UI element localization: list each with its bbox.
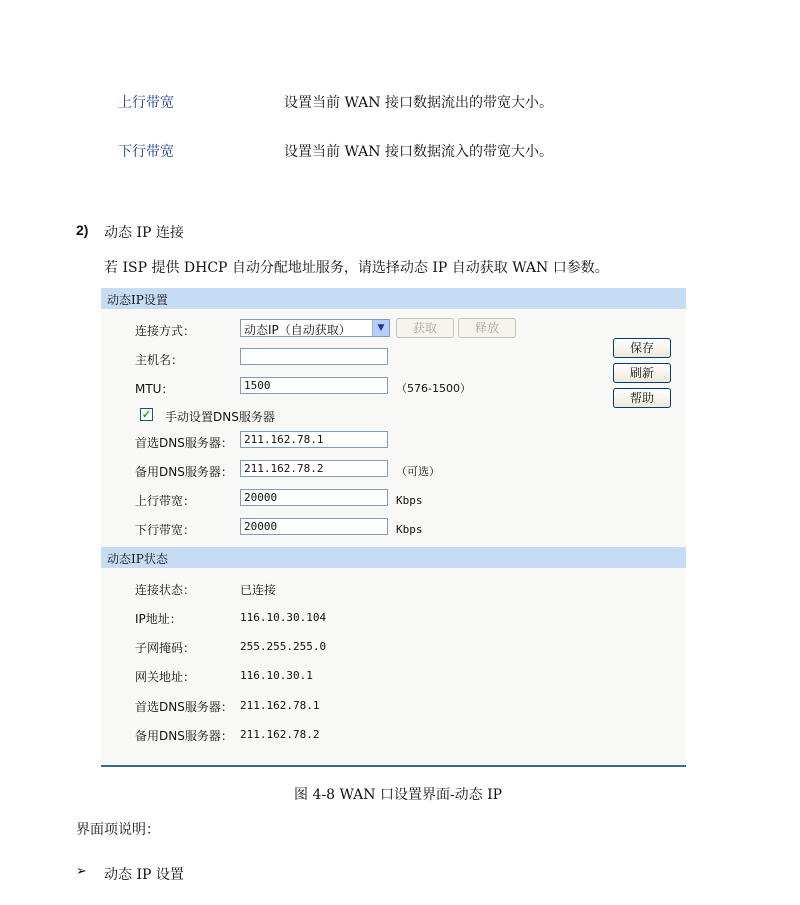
status-section-bar [101, 547, 686, 568]
upstream-unit: Kbps [396, 494, 423, 507]
status-value: 211.162.78.2 [240, 728, 320, 741]
mtu-value: 1500 [244, 379, 271, 392]
desc-downstream: 设置当前 WAN 接口数据流入的带宽大小。 [284, 144, 553, 160]
heading-number: 2) [76, 222, 89, 238]
status-label: 子网掩码： [135, 641, 196, 655]
secondary-dns-hint: （可选） [396, 465, 440, 478]
status-label: IP地址： [135, 612, 182, 626]
bullet-icon: ➢ [76, 864, 87, 879]
refresh-button[interactable]: 刷新 [613, 363, 671, 383]
status-value: 255.255.255.0 [240, 640, 327, 653]
hostname-input[interactable] [240, 348, 388, 365]
term-upstream: 上行带宽 [118, 95, 174, 111]
status-value: 116.10.30.1 [240, 669, 313, 682]
primary-dns-value: 211.162.78.1 [244, 433, 324, 446]
notes-label: 界面项说明： [76, 822, 160, 838]
status-label: 备用DNS服务器： [135, 729, 233, 743]
upstream-input[interactable] [240, 489, 388, 506]
heading-title: 动态 IP 连接 [104, 225, 184, 241]
status-label: 连接状态： [135, 583, 196, 597]
status-section-title: 动态IP状态 [107, 552, 168, 566]
chevron-down-icon[interactable]: ▼ [372, 320, 389, 336]
settings-section-title: 动态IP设置 [107, 293, 168, 307]
connection-select[interactable] [240, 319, 390, 337]
help-button[interactable]: 帮助 [613, 388, 671, 408]
connection-label: 连接方式： [135, 324, 196, 338]
manual-dns-checkbox[interactable]: ✓ [141, 408, 152, 421]
mtu-hint: （576-1500） [396, 382, 471, 395]
primary-dns-input[interactable] [240, 431, 388, 448]
status-value: 116.10.30.104 [240, 611, 327, 624]
downstream-input[interactable] [240, 518, 388, 535]
release-button[interactable]: 释放 [458, 318, 516, 338]
bottom-rule [101, 765, 686, 767]
secondary-dns-input[interactable] [240, 460, 388, 477]
save-button[interactable]: 保存 [613, 338, 671, 358]
downstream-unit: Kbps [396, 523, 423, 536]
term-downstream: 下行带宽 [118, 144, 174, 160]
bullet-heading: 动态 IP 设置 [104, 867, 184, 883]
mtu-label: MTU： [135, 382, 174, 396]
primary-dns-label: 首选DNS服务器： [135, 436, 233, 450]
upstream-value: 20000 [244, 491, 278, 504]
secondary-dns-label: 备用DNS服务器： [135, 465, 233, 479]
secondary-dns-value: 211.162.78.2 [244, 462, 324, 475]
status-value: 211.162.78.1 [240, 699, 320, 712]
status-label: 首选DNS服务器： [135, 700, 233, 714]
figure-caption: 图 4-8 WAN 口设置界面-动态 IP [294, 787, 503, 803]
mtu-input[interactable] [240, 377, 388, 394]
obtain-button[interactable]: 获取 [396, 318, 454, 338]
upstream-label: 上行带宽： [135, 494, 196, 508]
manual-dns-label: 手动设置DNS服务器 [165, 410, 275, 424]
status-value: 已连接 [240, 583, 277, 597]
settings-section-bar [101, 288, 686, 309]
downstream-label: 下行带宽： [135, 523, 196, 537]
downstream-value: 20000 [244, 520, 278, 533]
hostname-label: 主机名： [135, 353, 184, 367]
desc-upstream: 设置当前 WAN 接口数据流出的带宽大小。 [284, 95, 553, 111]
connection-select-value: 动态IP（自动获取） [244, 323, 351, 337]
intro-paragraph: 若 ISP 提供 DHCP 自动分配地址服务，请选择动态 IP 自动获取 WAN 口参数。 [104, 260, 609, 276]
status-label: 网关地址： [135, 670, 196, 684]
